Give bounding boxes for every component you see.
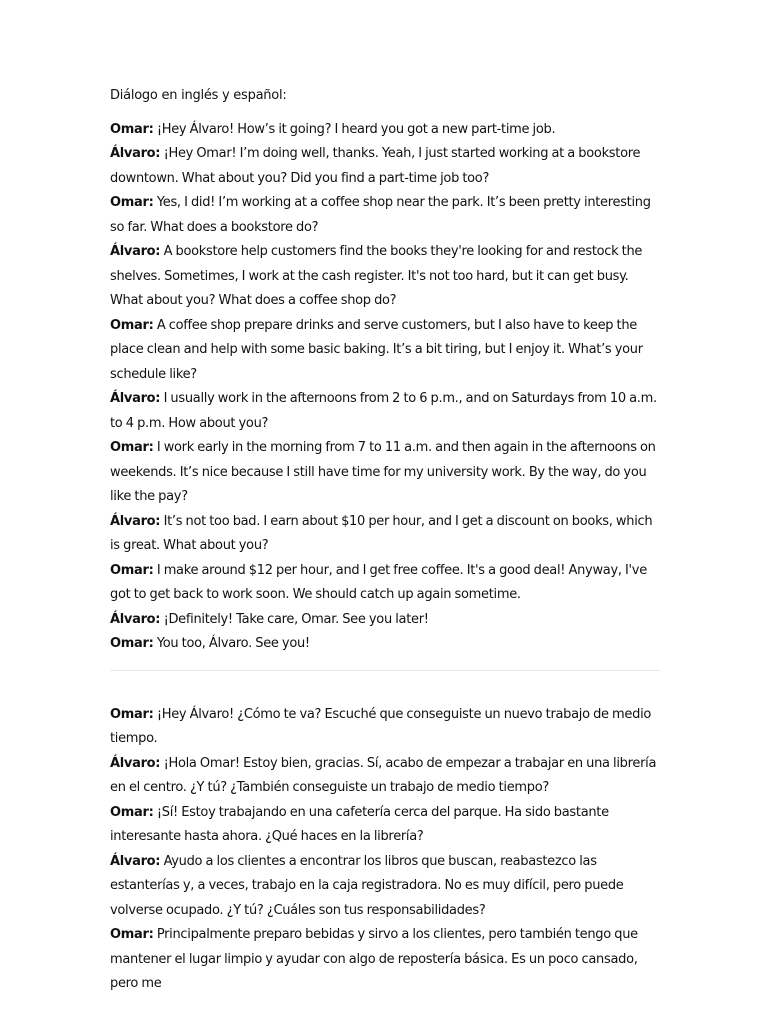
dialogue-line [110,923,660,997]
speaker-name: Álvaro: [110,513,161,529]
dialogue-line [110,436,660,510]
dialogue-line [110,801,660,850]
speaker-name: Omar: [110,195,154,210]
dialogue-text: ¡Hey Álvaro! ¿Cómo te va? Escuché que conseguiste un nuevo trabajo de medio tiempo. [110,706,652,746]
document-title: Diálogo en inglés y español: [110,88,287,103]
dialogue-text: I work early in the morning from 7 to 11 a.m. and then again in the afternoons on weekends. It’s nice because I still have time for my university work. By the way, do you like the pay? [110,440,656,504]
speaker-name: Omar: [110,562,154,578]
dialogue-line [110,559,660,608]
dialogue-line [110,240,660,314]
section-divider [110,670,660,671]
dialogue-line [110,142,660,191]
english-dialogue [110,118,660,657]
speaker-name: Álvaro: [110,146,161,161]
speaker-name: Omar: [110,927,154,942]
dialogue-text: ¡Sí! Estoy trabajando en una cafetería cerca del parque. Ha sido bastante interesante hasta ahora. ¿Qué haces en la librería? [110,804,609,844]
speaker-name: Álvaro: [110,244,161,259]
dialogue-text: Principalmente preparo bebidas y sirvo a los clientes, pero también tengo que mantener el lugar limpio y ayudar con algo de repostería básica. Es un poco cansado, pero me [110,927,638,991]
dialogue-text: A bookstore help customers find the books they're looking for and restock the shelves. Sometimes, I work at the cash register. It's not too hard, but it can get busy. What about you? What does a coffee shop do? [110,244,643,308]
dialogue-line [110,191,660,240]
speaker-name: Álvaro: [110,611,161,627]
dialogue-text: You too, Álvaro. See you! [156,636,310,651]
speaker-name: Álvaro: [110,391,161,406]
speaker-name: Omar: [110,440,154,455]
dialogue-text: ¡Hey Omar! I’m doing well, thanks. Yeah, I just started working at a bookstore downtown. What about you? Did you find a part-time job too? [110,146,641,186]
speaker-name: Álvaro: [110,853,161,869]
dialogue-text: I usually work in the afternoons from 2 to 6 p.m., and on Saturdays from 10 a.m. to 4 p.m. How about you? [110,391,657,431]
dialogue-line [110,314,660,388]
dialogue-line [110,387,660,436]
speaker-name: Omar: [110,317,154,333]
dialogue-text: I make around $12 per hour, and I get free coffee. It's a good deal! Anyway, I've got to get back to work soon. We should catch up again sometime. [110,562,647,602]
dialogue-text: It’s not too bad. I earn about $10 per hour, and I get a discount on books, which is great. What about you? [110,513,653,553]
dialogue-text: ¡Hola Omar! Estoy bien, gracias. Sí, acabo de empezar a trabajar en una librería en el centro. ¿Y tú? ¿También conseguiste un trabajo de medio tiempo? [110,755,657,795]
dialogue-line [110,632,660,657]
dialogue-line [110,703,660,752]
dialogue-text: ¡Definitely! Take care, Omar. See you later! [163,611,429,627]
dialogue-text: ¡Hey Álvaro! How’s it going? I heard you got a new part-time job. [156,121,556,137]
dialogue-text: Yes, I did! I’m working at a coffee shop near the park. It’s been pretty interesting so far. What does a bookstore do? [110,195,651,235]
dialogue-line [110,752,660,801]
document-page [110,84,660,997]
speaker-name: Omar: [110,706,154,722]
speaker-name: Álvaro: [110,755,161,771]
speaker-name: Omar: [110,804,154,820]
speaker-name: Omar: [110,121,154,137]
dialogue-text: Ayudo a los clientes a encontrar los libros que buscan, reabastezco las estanterías y, a veces, trabajo en la caja registradora. No es muy difícil, pero puede volverse ocupado. ¿Y tú? ¿Cuáles son tus responsabilidades? [110,853,624,918]
spanish-dialogue [110,703,660,997]
dialogue-text: A coffee shop prepare drinks and serve customers, but I also have to keep the place clean and help with some basic baking. It’s a bit tiring, but I enjoy it. What’s your schedule like? [110,317,643,382]
speaker-name: Omar: [110,636,154,651]
dialogue-line [110,118,660,143]
dialogue-line [110,510,660,559]
dialogue-line [110,850,660,924]
dialogue-line [110,608,660,633]
